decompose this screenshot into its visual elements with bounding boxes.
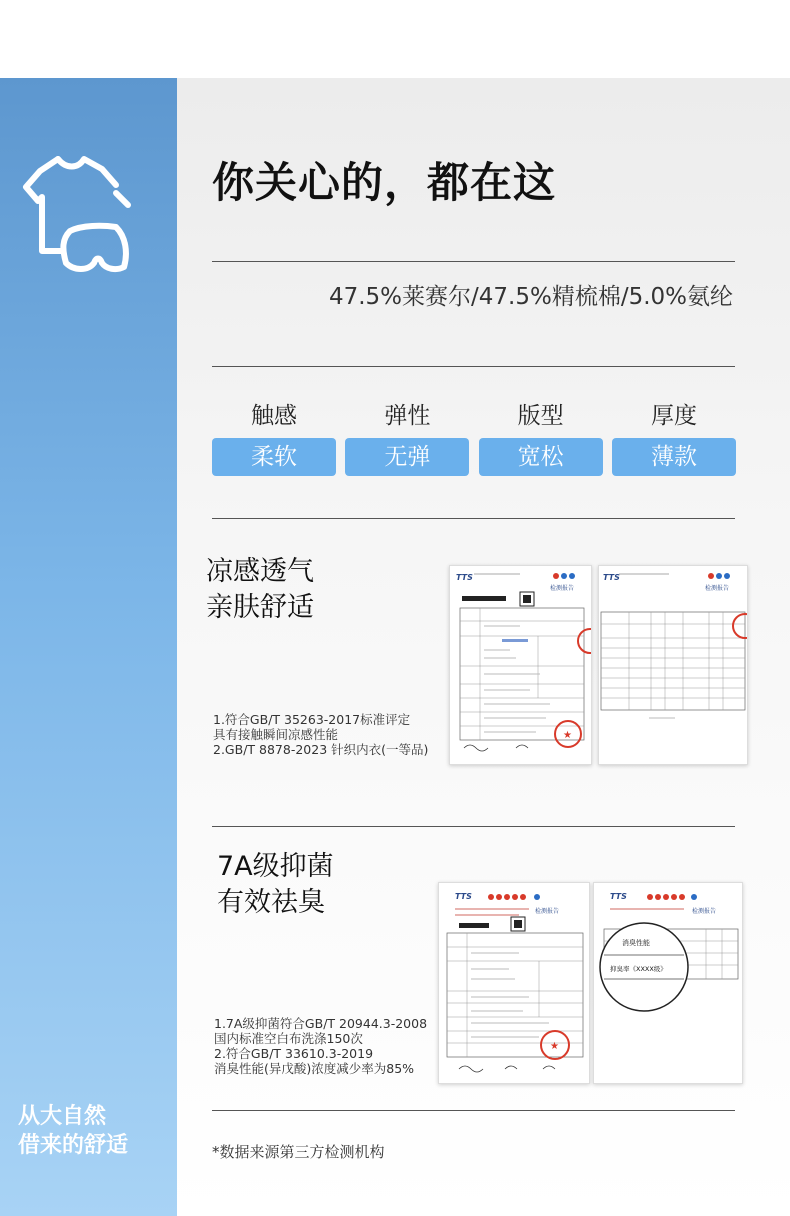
divider bbox=[212, 261, 735, 262]
attribute-label: 版型 bbox=[517, 403, 564, 429]
attribute-label: 厚度 bbox=[650, 403, 697, 429]
attribute-label: 触感 bbox=[251, 403, 297, 429]
zoom-label: 抑臭率《XXXX级》 bbox=[610, 965, 667, 973]
page-title: 你关心的，都在这 bbox=[212, 158, 557, 207]
feature-note: 消臭性能(异戊酸)浓度减少率为85% bbox=[214, 1061, 415, 1076]
divider bbox=[212, 518, 735, 519]
svg-text:★: ★ bbox=[563, 730, 572, 741]
feature-title-cooling bbox=[206, 554, 314, 626]
slogan-line-2: 借来的舒适 bbox=[18, 1133, 129, 1158]
sidebar bbox=[0, 78, 177, 1216]
svg-text:★: ★ bbox=[550, 1041, 559, 1052]
feature-note: 2.符合GB/T 33610.3-2019 bbox=[214, 1046, 374, 1061]
feature-note: 国内标准空白布洗涤150次 bbox=[214, 1031, 363, 1046]
test-report-image bbox=[598, 565, 748, 765]
test-report-figure bbox=[450, 566, 591, 764]
feature-note: 2.GB/T 8878-2023 针织内衣(一等品) bbox=[213, 742, 429, 757]
feature-title-line: 有效祛臭 bbox=[217, 887, 325, 918]
attribute-thickness bbox=[612, 400, 736, 476]
attribute-value-badge: 宽松 bbox=[479, 438, 603, 476]
svg-text:TTS: TTS bbox=[610, 892, 627, 901]
attribute-touch bbox=[212, 400, 336, 476]
test-report-image bbox=[438, 882, 590, 1084]
attribute-fit bbox=[479, 400, 603, 476]
tshirt-shorts-icon bbox=[20, 153, 135, 278]
footnote: *数据来源第三方检测机构 bbox=[212, 1143, 385, 1161]
attribute-value-badge: 柔软 bbox=[212, 438, 336, 476]
test-report-figure bbox=[439, 883, 589, 1083]
svg-text:TTS: TTS bbox=[603, 573, 620, 582]
feature-title-line: 亲肤舒适 bbox=[206, 592, 314, 623]
test-report-image bbox=[593, 882, 743, 1084]
zoom-label: 消臭性能 bbox=[622, 939, 650, 947]
feature-title-line: 凉感透气 bbox=[206, 556, 314, 587]
attribute-grid bbox=[212, 400, 736, 476]
slogan bbox=[18, 1102, 173, 1160]
divider bbox=[212, 366, 735, 367]
test-report-figure bbox=[599, 566, 747, 764]
feature-note: 1.符合GB/T 35263-2017标准评定 bbox=[213, 712, 411, 727]
feature-note: 具有接触瞬间凉感性能 bbox=[213, 727, 339, 742]
report-heading: 检测报告 bbox=[550, 585, 575, 592]
feature-notes-antibacterial bbox=[214, 1016, 427, 1076]
svg-text:TTS: TTS bbox=[456, 573, 473, 582]
feature-note: 1.7A级抑菌符合GB/T 20944.3-2008 bbox=[214, 1016, 428, 1031]
test-report-image bbox=[449, 565, 592, 765]
feature-title-antibacterial bbox=[217, 849, 334, 921]
divider bbox=[212, 1110, 735, 1111]
report-heading: 检测报告 bbox=[692, 908, 717, 915]
feature-notes-cooling bbox=[213, 712, 428, 757]
feature-title-line: 7A级抑菌 bbox=[217, 851, 334, 882]
svg-text:TTS: TTS bbox=[455, 892, 472, 901]
fabric-composition: 47.5%莱赛尔/47.5%精梳棉/5.0%氨纶 bbox=[328, 284, 733, 310]
slogan-line-1: 从大自然 bbox=[18, 1104, 107, 1129]
attribute-value-badge: 无弹 bbox=[345, 438, 469, 476]
report-heading: 检测报告 bbox=[535, 908, 560, 915]
attribute-value-badge: 薄款 bbox=[612, 438, 736, 476]
attribute-label: 弹性 bbox=[384, 403, 431, 429]
test-report-figure bbox=[594, 883, 742, 1083]
report-heading: 检测报告 bbox=[705, 585, 730, 592]
attribute-elasticity bbox=[345, 400, 469, 476]
divider bbox=[212, 826, 735, 827]
